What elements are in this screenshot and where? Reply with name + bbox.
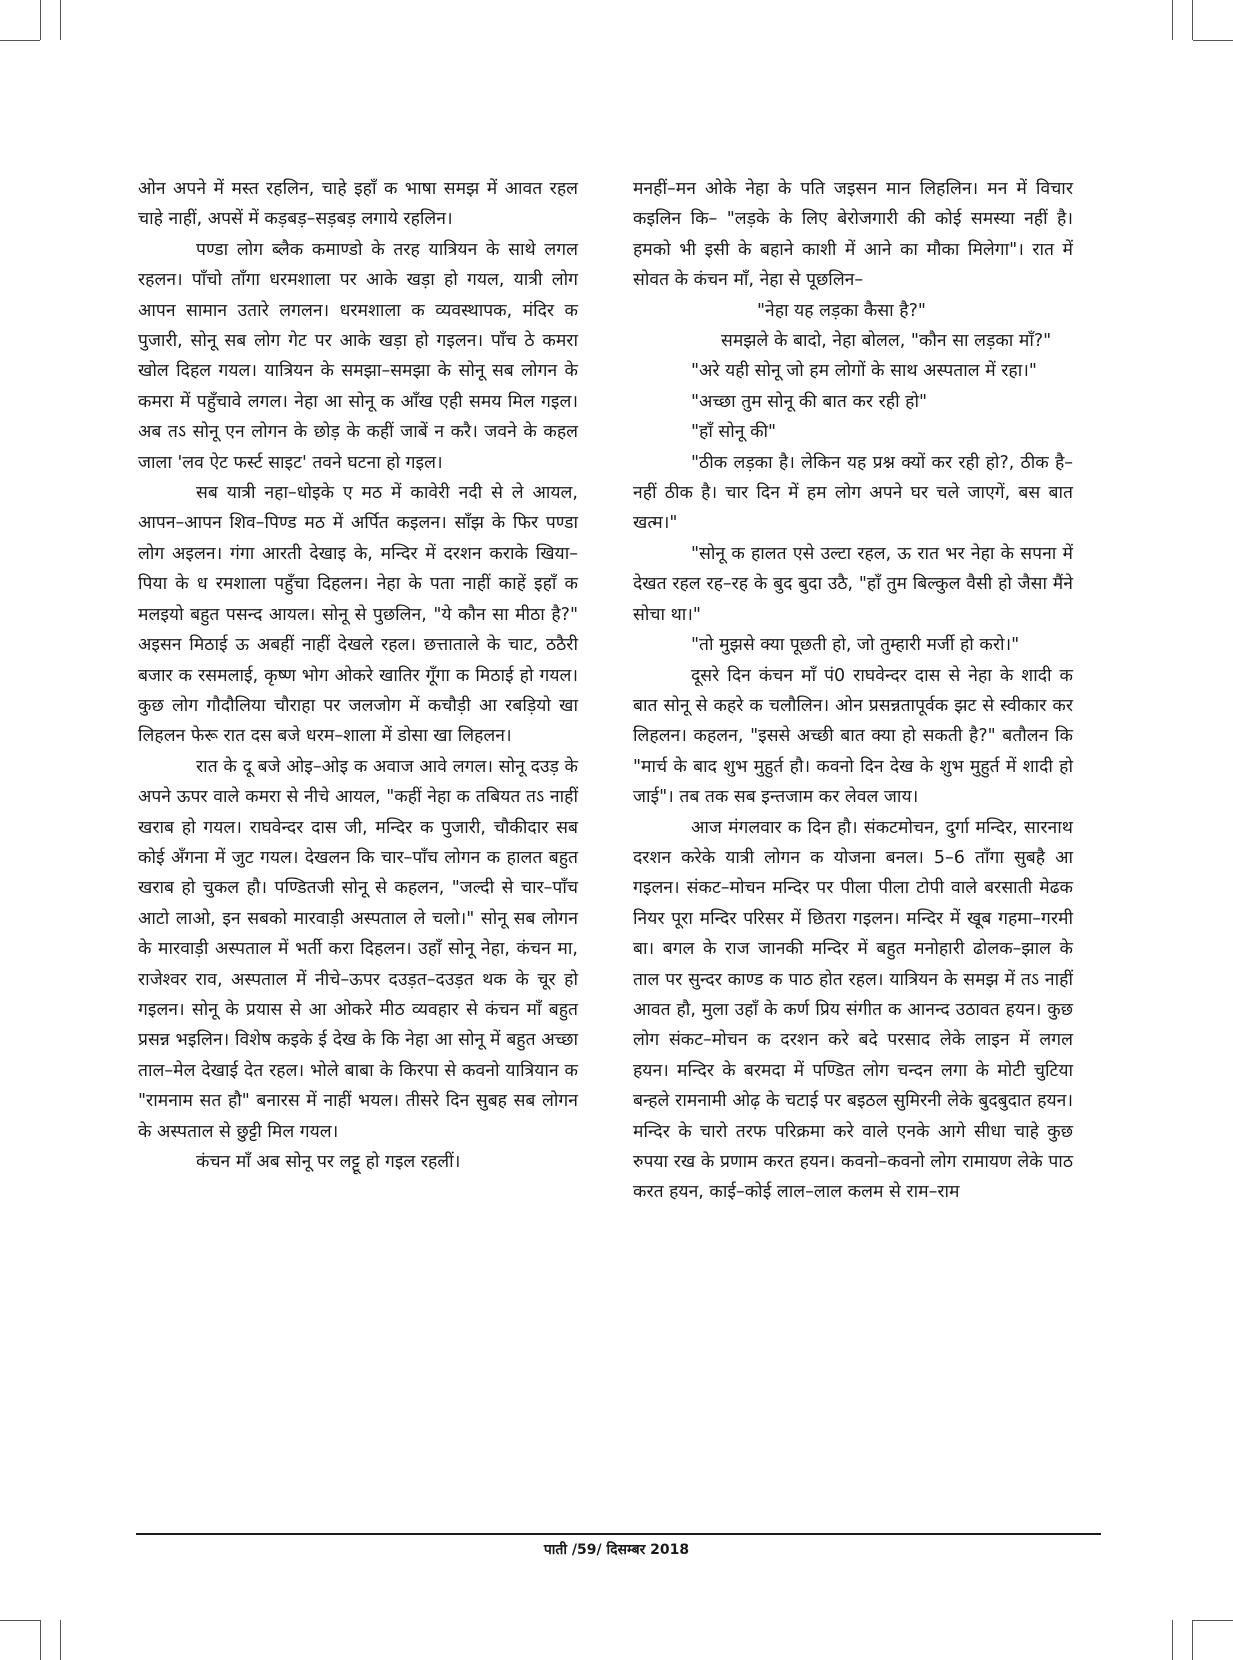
- paragraph: "सोनू क हालत एसे उल्टा रहल, ऊ रात भर नेहा के सपना में देखत रहल रह–रह के बुद बुदा उठै, "हाँ तुम बिल्कुल वैसी हो जैसा मैंने सोचा था।": [633, 543, 1073, 625]
- paragraph: रात के दू बजे ओइ–ओइ क अवाज आवे लगल। सोनू दउड़ के अपने ऊपर वाले कमरा से नीचे आयल, "कहीं नेहा क तबियत तऽ नाहीं खराब हो गयल। राघवेन्दर दास जी, मन्दिर क पुजारी, चौकीदार सब कोई अँगना में जुट गयल। देखलन कि चार–पाँच लोगन क हालत बहुत खराब हो चुकल हौ। पण्डितजी सोनू से कहलन, "जल्दी से चार–पाँच आटो लाओ, इन सबको मारवाड़ी अस्पताल ले चलो।" सोनू सब लोगन के मारवाड़ी अस्पताल में भर्ती करा दिहलन। उहाँ सोनू नेहा, कंचन मा, राजेश्वर राव, अस्पताल में नीचे–ऊपर दउड़त–दउड़त थक के चूर हो गइलन। सोनू के प्रयास से आ ओकरे मीठ व्यवहार से कंचन माँ बहुत प्रसन्न भइलिन। विशेष कइके ई देख के कि नेहा आ सोनू में बहुत अच्छा ताल–मेल देखाई देत रहल। भोले बाबा के किरपा से कवनो यात्रियान क "रामनाम सत हौ" बनारस में नाहीं भयल। तीसरे दिन सुबह सब लोगन के अस्पताल से छुट्टी मिल गयल।: [138, 756, 578, 1142]
- crop-mark: [0, 40, 40, 41]
- crop-mark: [1192, 0, 1193, 40]
- paragraph: मनहीं–मन ओके नेहा के पति जइसन मान लिहलिन। मन में विचार कइलिन कि– "लड़के के लिए बेरोजगारी की कोई समस्या नहीं है। हमको भी इसी के बहाने काशी में आने का मौका मिलेगा"। रात में सोवत के कंचन माँ, नेहा से पूछलिन–: [633, 179, 1073, 291]
- paragraph: दूसरे दिन कंचन माँ पं0 राघवेन्दर दास से नेहा के शादी क बात सोनू से कहरे क चलौलिन। ओन प्रसन्नतापूर्वक झट से स्वीकार कर लिहलन। कहलन, "इससे अच्छी बात क्या हो सकती है?" बतौलन कि "मार्च के बाद शुभ मुहुर्त हौ। कवनो दिन देख के शुभ मुहुर्त में शादी हो जाई"। तब तक सब इन्तजाम कर लेवल जाय।: [633, 665, 1073, 808]
- dialogue-line: "अच्छा तुम सोनू की बात कर रही हो": [691, 391, 928, 412]
- paragraph: पण्डा लोग ब्लैक कमाण्डो के तरह यात्रियन के साथे लगल रहलन। पाँचो ताँगा धरमशाला पर आके खड़ा हो गयल, यात्री लोग आपन सामान उतारे लगलन। धरमशाला क व्यवस्थापक, मंदिर क पुजारी, सोनू सब लोग गेट पर आके खड़ा हो गइलन। पाँच ठे कमरा खोल दिहल गयल। यात्रियन के समझा–समझा के सोनू सब लोगन के कमरा में पहुँचावे लगल। नेहा आ सोनू क आँख एही समय मिल गइल। अब तऽ सोनू एन लोगन के छोड़ के कहीं जाबें न करै। जवने के कहल जाला 'लव ऐट फर्स्ट साइट' तवने घटना हो गइल।: [138, 239, 578, 473]
- crop-mark: [1192, 1620, 1193, 1660]
- dialogue-line: "हाँ सोनू की": [691, 422, 777, 443]
- paragraph: कंचन माँ अब सोनू पर लट्टू हो गइल रहलीं।: [196, 1152, 461, 1172]
- dialogue-line: "ठीक लड़का है। लेकिन यह प्रश्न क्यों कर रही हो?, ठीक है– नहीं ठीक है। चार दिन में हम लोग अपने घर चले जाएगें, बस बात खत्म।": [633, 452, 1073, 534]
- dialogue-line: "तो मुझसे क्या पूछती हो, जो तुम्हारी मर्जी हो करो।": [691, 635, 1020, 656]
- page-footer: पाती /59/ दिसम्बर 2018: [543, 1542, 690, 1558]
- crop-mark: [60, 0, 61, 40]
- dialogue-line: "अरे यही सोनू जो हम लोगों के साथ अस्पताल में रहा।": [691, 361, 1037, 382]
- crop-mark: [1172, 1620, 1173, 1660]
- left-column: [138, 174, 578, 1177]
- paragraph: ओन अपने में मस्त रहलिन, चाहे इहाँ क भाषा समझ में आवत रहल चाहे नाहीं, अपसें में कड़बड़–सड़बड़ लगाये रहलिन।: [138, 179, 578, 230]
- right-column: [633, 174, 1073, 1208]
- footer-divider: [136, 1533, 1101, 1535]
- dialogue-line: "नेहा यह लड़का कैसा है?": [757, 300, 926, 321]
- crop-mark: [1193, 1620, 1233, 1621]
- dialogue-line: समझले के बादो, नेहा बोलल, "कौन सा लड़का माँ?": [721, 331, 1052, 352]
- crop-mark: [1172, 0, 1173, 40]
- crop-mark: [40, 1620, 41, 1660]
- crop-mark: [0, 1620, 40, 1621]
- crop-mark: [40, 0, 41, 40]
- paragraph: सब यात्री नहा–धोइके ए मठ में कावेरी नदी से ले आयल, आपन–आपन शिव–पिण्ड मठ में अर्पित कइलन। साँझ के फिर पण्डा लोग अइलन। गंगा आरती देखाइ के, मन्दिर में दरशन कराके खिया–पिया के ध रमशाला पहुँचा दिहलन। नेहा के पता नाहीं काहें इहाँ क मलइयो बहुत पसन्द आयल। सोनू से पुछलिन, "ये कौन सा मीठा है?" अइसन मिठाई ऊ अबहीं नाहीं देखले रहल। छत्ताताले के चाट, ठठैरी बजार क रसमलाई, कृष्ण भोग ओकरे खातिर गूँगा क मिठाई हो गयल। कुछ लोग गौदौलिया चौराहा पर जलजोग में कचौड़ी आ रबड़ियो खा लिहलन फेरू रात दस बजे धरम–शाला में डोसा खा लिहलन।: [138, 483, 578, 747]
- crop-mark: [1193, 40, 1233, 41]
- crop-mark: [60, 1620, 61, 1660]
- paragraph: आज मंगलवार क दिन हौ। संकटमोचन, दुर्गा मन्दिर, सारनाथ दरशन करेके यात्री लोगन क योजना बनल। 5–6 ताँगा सुबहै आ गइलन। संकट–मोचन मन्दिर पर पीला पीला टोपी वाले बरसाती मेढक नियर पूरा मन्दिर परिसर में छितरा गइलन। मन्दिर में खूब गहमा–गरमी बा। बगल के राज जानकी मन्दिर में बहुत मनोहारी ढोलक–झाल के ताल पर सुन्दर काण्ड क पाठ होत रहल। यात्रियन के समझ में तऽ नाहीं आवत हौ, मुला उहाँ के कर्ण प्रिय संगीत क आनन्द उठावत हयन। कुछ लोग संकट–मोचन क दरशन करे बदे परसाद लेके लाइन में लगल हयन। मन्दिर के बरमदा में पण्डित लोग चन्दन लगा के मोटी चुटिया बन्हले रामनामी ओढ़ के चटाई पर बइठल सुमिरनी लेके बुदबुदात हयन। मन्दिर के चारो तरफ परिक्रमा करे वाले एनके आगे सीधा चाहे कुछ रुपया रख के प्रणाम करत हयन। कवनो–कवनो लोग रामायण लेके पाठ करत हयन, काई–कोई लाल–लाल कलम से राम–राम: [633, 817, 1073, 1203]
